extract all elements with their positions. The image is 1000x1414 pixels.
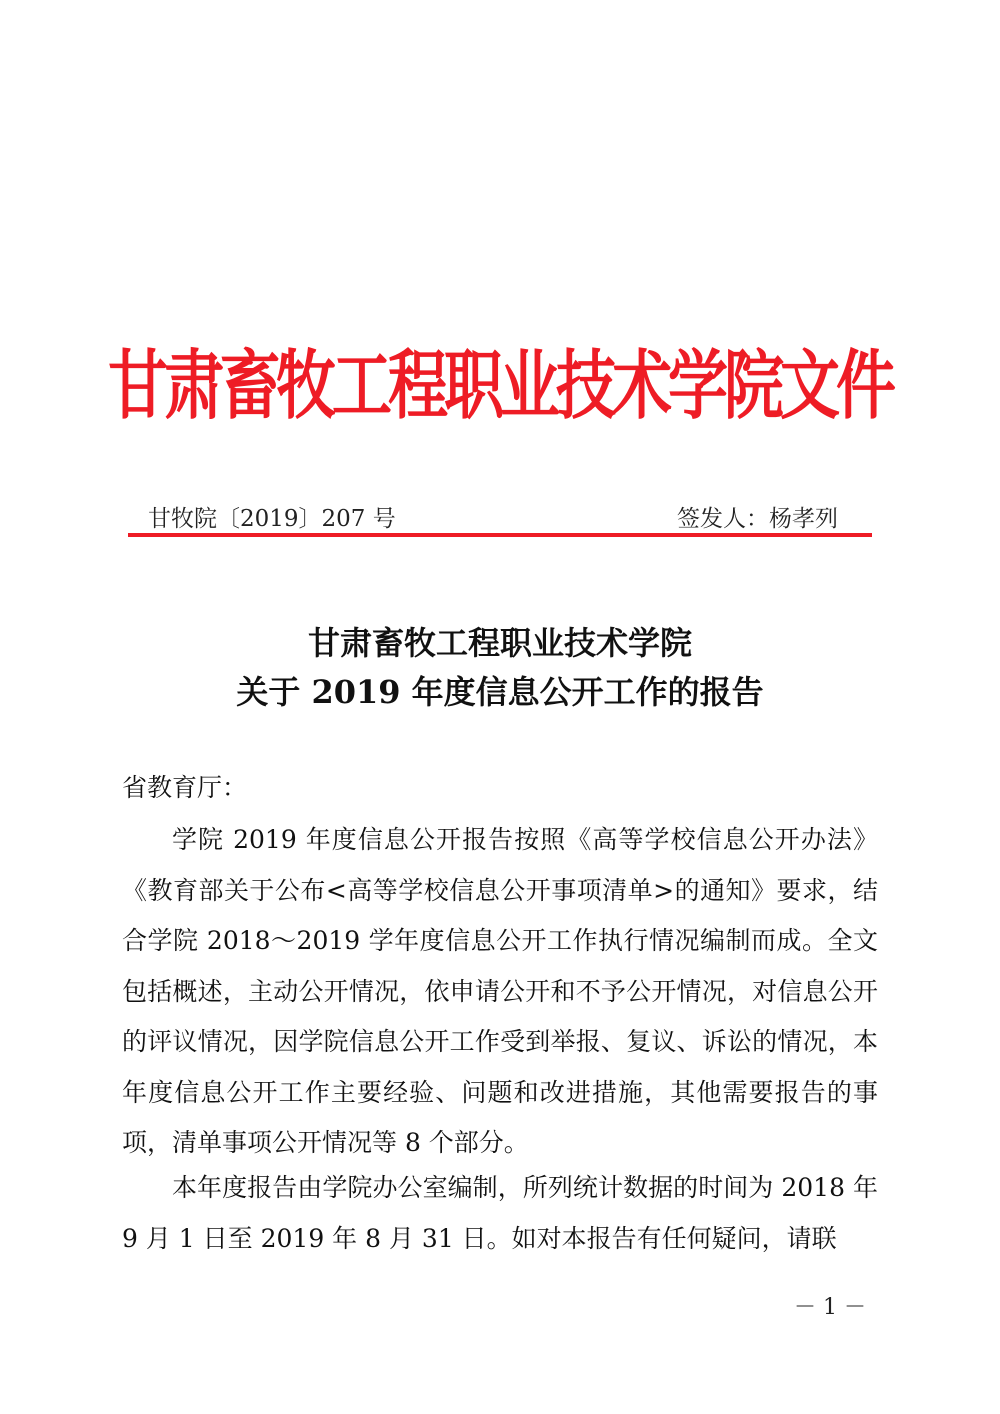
body-paragraph-2: 本年度报告由学院办公室编制，所列统计数据的时间为 2018 年 9 月 1 日至 2019 年 8 月 31 日。如对本报告有任何疑问，请联 <box>122 1173 878 1253</box>
report-title-line2: 关于 2019 年度信息公开工作的报告 <box>236 673 764 711</box>
red-divider <box>128 533 872 537</box>
document-masthead: 甘肃畜牧工程职业技术学院文件 <box>108 342 892 430</box>
signer: 签发人：杨孝列 <box>677 506 838 532</box>
body-paragraph-1: 学院 2019 年度信息公开报告按照《高等学校信息公开办法》《教育部关于公布<高等学校信息公开事项清单>的通知》要求，结合学院 2018～2019 学年度信息公开工作执行情况编制而成。全文包括概述，主动公开情况，依申请公开和不予公开情况，对信息公开的评议情况，因学院信息公开工作受到举报、复议、诉讼的情况，本年度信息公开工作主要经验、问题和改进措施，其他需要报告的事项，清单事项公开情况等 8 个部分。 <box>122 825 878 1157</box>
page-number: － 1 － <box>794 1295 866 1320</box>
salutation: 省教育厅： <box>122 773 248 802</box>
report-title-line1: 甘肃畜牧工程职业技术学院 <box>307 624 692 662</box>
document-number-line <box>128 500 872 532</box>
document-number: 甘牧院〔2019〕207 号 <box>148 506 396 532</box>
